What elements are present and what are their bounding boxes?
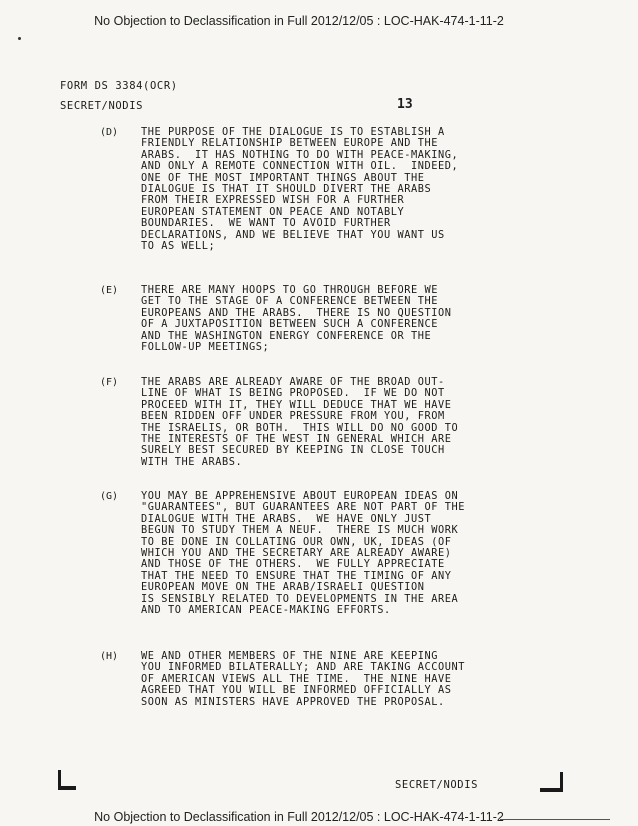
paragraph-line: PROCEED WITH IT, THEY WILL DEDUCE THAT WE HAVE <box>141 398 452 411</box>
paragraph-line: WHICH YOU AND THE SECRETARY ARE ALREADY AWARE) <box>141 547 452 560</box>
paragraph-label: (E) <box>100 285 119 296</box>
paragraph-line: THERE ARE MANY HOOPS TO GO THROUGH BEFORE WE <box>141 284 438 296</box>
declassification-stamp-bottom: No Objection to Declassification in Full 2012/12/05 : LOC-HAK-474-1-11-2 <box>94 810 504 824</box>
paragraph-line: THE PURPOSE OF THE DIALOGUE IS TO ESTABLISH A <box>141 126 445 138</box>
paragraph-line: SOON AS MINISTERS HAVE APPROVED THE PROPOSAL. <box>141 695 445 708</box>
classification-footer: SECRET/NODIS <box>395 779 479 791</box>
paragraph-line: IS SENSIBLY RELATED TO DEVELOPMENTS IN THE AREA <box>141 592 459 605</box>
classification-header: SECRET/NODIS <box>60 100 144 112</box>
paragraph-line: GET TO THE STAGE OF A CONFERENCE BETWEEN THE <box>141 295 438 308</box>
paragraph-line: THE ARABS ARE ALREADY AWARE OF THE BROAD OUT- <box>141 376 445 388</box>
paragraph-line: AND ONLY A REMOTE CONNECTION WITH OIL. INDEED, <box>141 160 459 173</box>
form-header: FORM DS 3384(OCR) <box>60 80 178 92</box>
paragraph-line: AND TO AMERICAN PEACE-MAKING EFFORTS. <box>141 604 391 617</box>
paragraph-line: LINE OF WHAT IS BEING PROPOSED. IF WE DO NOT <box>141 387 445 400</box>
paragraph-line: ONE OF THE MOST IMPORTANT THINGS ABOUT THE <box>141 171 425 184</box>
paragraph <box>100 491 540 616</box>
paragraph-line: DIALOGUE IS THAT IT SHOULD DIVERT THE ARABS <box>141 183 432 196</box>
paragraph-label: (D) <box>100 127 119 138</box>
paragraph <box>100 127 540 252</box>
paragraph-line: EUROPEAN STATEMENT ON PEACE AND NOTABLY <box>141 205 405 218</box>
paragraph-line: FRIENDLY RELATIONSHIP BETWEEN EUROPE AND THE <box>141 137 438 150</box>
paragraph-label: (H) <box>100 651 119 662</box>
paragraph-line: "GUARANTEES", BUT GUARANTEES ARE NOT PART OF THE <box>141 501 465 514</box>
corner-mark-right-vertical <box>560 772 563 792</box>
paragraph <box>100 651 540 708</box>
corner-mark-right <box>540 788 562 792</box>
paragraph-line: AGREED THAT YOU WILL BE INFORMED OFFICIALLY AS <box>141 684 452 697</box>
paragraph-line: AND THE WASHINGTON ENERGY CONFERENCE OR THE <box>141 329 432 342</box>
paragraph-line: SURELY BEST SECURED BY KEEPING IN CLOSE TOUCH <box>141 444 445 457</box>
paragraph-line: THE ISRAELIS, OR BOTH. THIS WILL DO NO GOOD TO <box>141 421 459 434</box>
paragraph-line: BEGUN TO STUDY THEM A NEUF. THERE IS MUCH WORK <box>141 524 459 537</box>
paragraph-line: WE AND OTHER MEMBERS OF THE NINE ARE KEEPING <box>141 650 438 662</box>
paragraph-line: TO AS WELL; <box>141 240 216 253</box>
paragraph-line: YOU INFORMED BILATERALLY; AND ARE TAKING ACCOUNT <box>141 661 465 674</box>
paragraph <box>100 285 540 353</box>
paragraph-line: DECLARATIONS, AND WE BELIEVE THAT YOU WANT US <box>141 228 445 241</box>
paragraph-line: YOU MAY BE APPREHENSIVE ABOUT EUROPEAN IDEAS ON <box>141 490 459 502</box>
punch-dot <box>18 37 21 40</box>
paragraph-line: WITH THE ARABS. <box>141 455 243 468</box>
paragraph-line: EUROPEANS AND THE ARABS. THERE IS NO QUESTION <box>141 306 452 319</box>
paragraph-line: FOLLOW-UP MEETINGS; <box>141 341 270 354</box>
paragraph-line: THE INTERESTS OF THE WEST IN GENERAL WHICH ARE <box>141 433 452 446</box>
paragraph-line: EUROPEAN MOVE ON THE ARAB/ISRAELI QUESTION <box>141 581 425 594</box>
paragraph-line: BOUNDARIES. WE WANT TO AVOID FURTHER <box>141 217 391 230</box>
paragraph-label: (G) <box>100 491 119 502</box>
paragraph-line: DIALOGUE WITH THE ARABS. WE HAVE ONLY JUST <box>141 512 432 525</box>
declassification-stamp-top: No Objection to Declassification in Full 2012/12/05 : LOC-HAK-474-1-11-2 <box>94 14 504 28</box>
page-number: 13 <box>397 97 413 112</box>
paragraph-line: BEEN RIDDEN OFF UNDER PRESSURE FROM YOU, FROM <box>141 410 445 423</box>
paragraph-line: OF A JUXTAPOSITION BETWEEN SUCH A CONFERENCE <box>141 318 438 331</box>
paragraph <box>100 377 540 468</box>
paragraph-line: THAT THE NEED TO ENSURE THAT THE TIMING OF ANY <box>141 569 452 582</box>
paragraph-line: FROM THEIR EXPRESSED WISH FOR A FURTHER <box>141 194 405 207</box>
paragraph-line: AND THOSE OF THE OTHERS. WE FULLY APPRECIATE <box>141 558 445 571</box>
paragraph-line: OF AMERICAN VIEWS ALL THE TIME. THE NINE HAVE <box>141 672 452 685</box>
paragraph-label: (F) <box>100 377 119 388</box>
paragraph-line: ARABS. IT HAS NOTHING TO DO WITH PEACE-MAKING, <box>141 148 459 161</box>
paragraph-line: TO BE DONE IN COLLATING OUR OWN, UK, IDEAS (OF <box>141 535 452 548</box>
corner-mark-left-vertical <box>58 770 61 790</box>
